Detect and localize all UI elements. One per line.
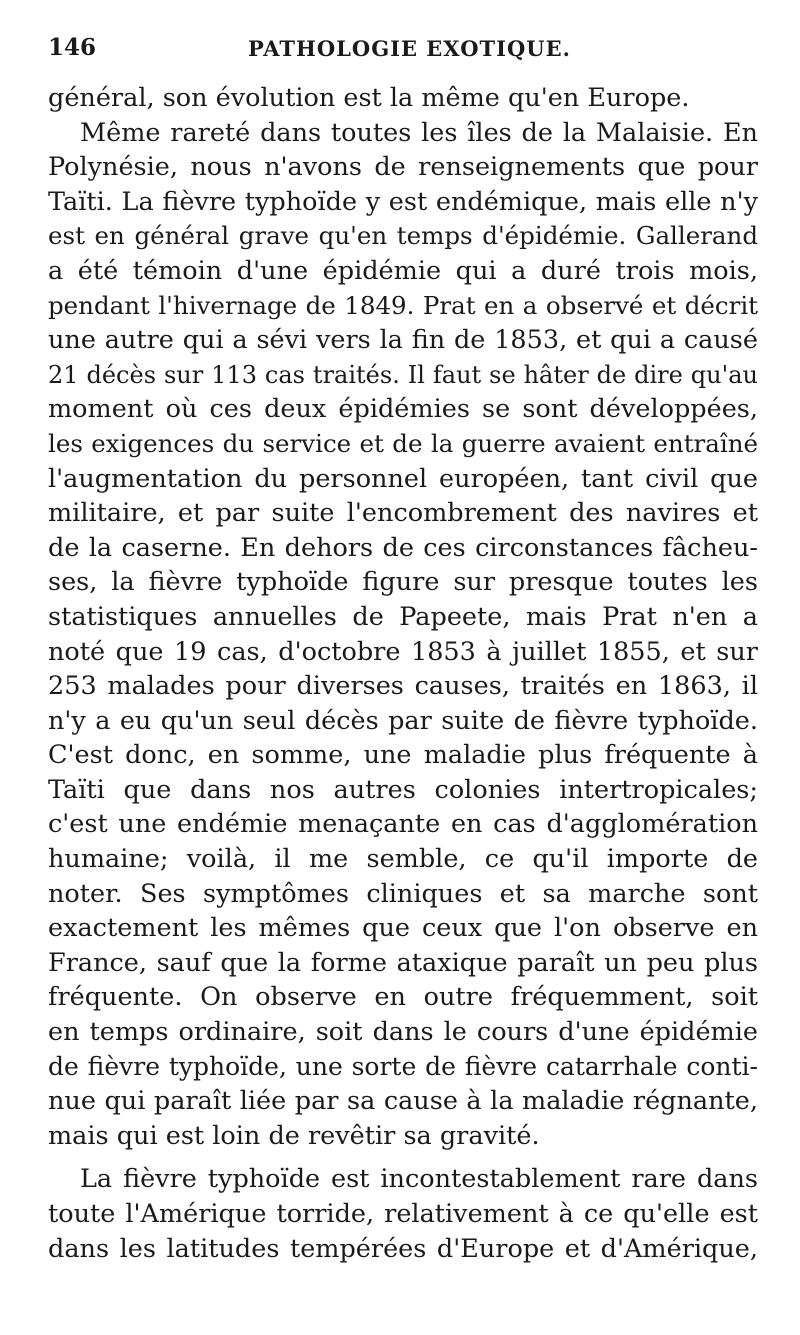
text-line: de la caserne. En dehors de ces circonstances fâcheu- bbox=[48, 532, 758, 563]
paragraph-gap bbox=[48, 1153, 758, 1162]
text-line: France, sauf que la forme ataxique paraît un peu plus bbox=[48, 947, 758, 978]
text-line: moment où ces deux épidémies se sont développées, bbox=[48, 394, 758, 425]
text-line: les exigences du service et de la guerre avaient entraîné bbox=[48, 428, 758, 458]
text-line: noter. Ses symptômes cliniques et sa marche sont bbox=[48, 878, 758, 909]
text-line: général, son évolution est la même qu'en Europe. bbox=[48, 83, 690, 113]
text-line: toute l'Amérique torride, relativement à ce qu'elle est bbox=[48, 1199, 758, 1229]
text-line: l'augmentation du personnel européen, tant civil que bbox=[48, 463, 758, 494]
text-line: La fièvre typhoïde est incontestablement rare dans bbox=[80, 1164, 758, 1195]
text-line: ses, la fièvre typhoïde figure sur presque toutes les bbox=[48, 567, 758, 598]
text-line: a été témoin d'une épidémie qui a duré trois mois, bbox=[48, 255, 758, 286]
text-line: fréquente. On observe en outre fréquemment, soit bbox=[48, 982, 758, 1013]
text-line: une autre qui a sévi vers la fin de 1853, et qui a causé bbox=[48, 325, 758, 356]
text-line: dans les latitudes tempérées d'Europe et d'Amérique, bbox=[48, 1233, 758, 1264]
text-line: militaire, et par suite l'encombrement des navires et bbox=[48, 498, 758, 529]
text-line: n'y a eu qu'un seul décès par suite de fièvre typhoïde. bbox=[48, 705, 758, 736]
text-line: est en général grave qu'en temps d'épidémie. Gallerand bbox=[48, 221, 758, 251]
text-line: c'est une endémie menaçante en cas d'agglomération bbox=[48, 809, 758, 840]
text-line: 21 décès sur 113 cas traités. Il faut se hâter de dire qu'au bbox=[48, 360, 758, 389]
running-head: PATHOLOGIE EXOTIQUE. bbox=[248, 36, 571, 61]
text-line: mais qui est loin de revêtir sa gravité. bbox=[48, 1120, 540, 1151]
text-line: noté que 19 cas, d'octobre 1853 à juillet 1855, et sur bbox=[48, 636, 758, 667]
text-line: en temps ordinaire, soit dans le cours d'une épidémie bbox=[48, 1017, 758, 1048]
text-line: exactement les mêmes que ceux que l'on observe en bbox=[48, 913, 758, 944]
text-line: statistiques annuelles de Papeete, mais Prat n'en a bbox=[48, 601, 758, 632]
page-header bbox=[48, 34, 748, 70]
text-line: nue qui paraît liée par sa cause à la maladie régnante, bbox=[48, 1086, 758, 1117]
text-line: Taïti. La fièvre typhoïde y est endémique, mais elle n'y bbox=[48, 186, 758, 217]
text-line: 253 malades pour diverses causes, traités en 1863, il bbox=[48, 671, 758, 702]
text-line: Même rareté dans toutes les îles de la Malaisie. En bbox=[80, 117, 758, 148]
body-text bbox=[48, 81, 758, 1266]
text-line: C'est donc, en somme, une maladie plus fréquente à bbox=[48, 740, 758, 771]
text-line: Polynésie, nous n'avons de renseignements que pour bbox=[48, 152, 758, 183]
text-line: Taïti que dans nos autres colonies intertropicales; bbox=[48, 774, 758, 805]
text-line: de fièvre typhoïde, une sorte de fièvre catarrhale conti- bbox=[48, 1051, 758, 1081]
text-line: humaine; voilà, il me semble, ce qu'il importe de bbox=[48, 844, 758, 875]
page-number: 146 bbox=[48, 34, 97, 61]
text-line: pendant l'hivernage de 1849. Prat en a observé et décrit bbox=[48, 290, 758, 320]
